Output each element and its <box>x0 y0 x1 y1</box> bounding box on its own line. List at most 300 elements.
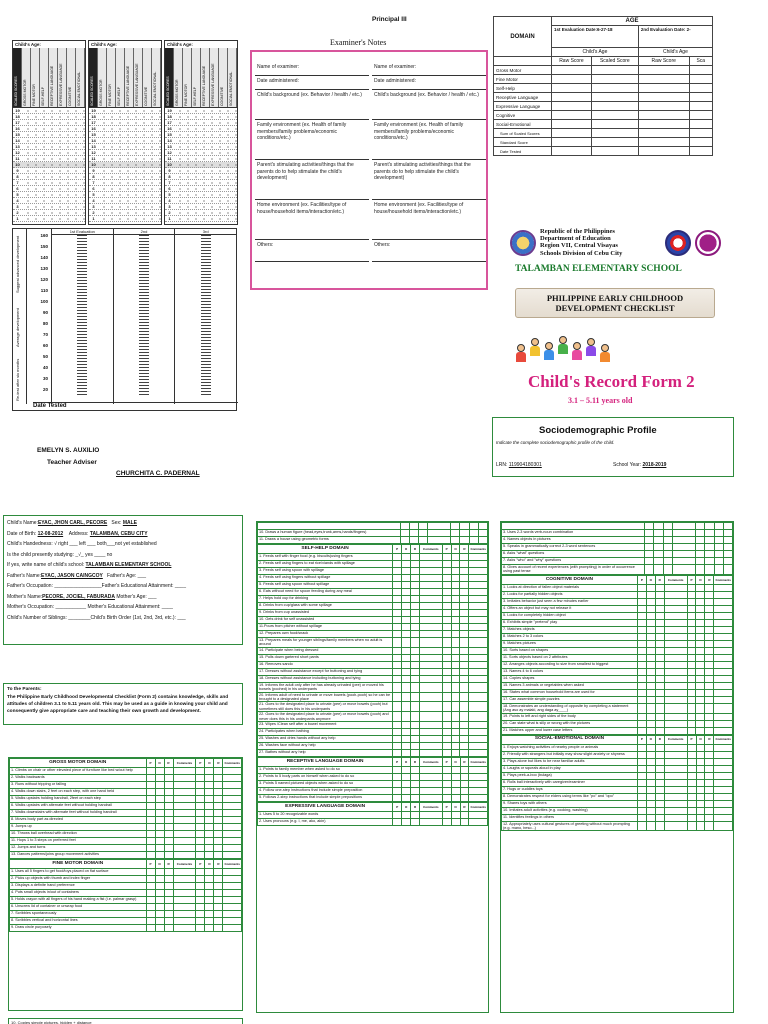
comment-cell[interactable] <box>714 668 733 675</box>
check-cell[interactable] <box>646 814 655 821</box>
check-cell[interactable] <box>696 727 705 734</box>
comment-cell[interactable] <box>173 918 196 925</box>
age-table-score-cell[interactable] <box>638 120 689 129</box>
check-cell[interactable] <box>655 793 664 800</box>
check-cell[interactable] <box>411 568 420 575</box>
check-cell[interactable] <box>164 852 173 859</box>
check-cell[interactable] <box>393 788 402 795</box>
comment-cell[interactable] <box>469 589 488 596</box>
comment-cell[interactable] <box>419 582 442 589</box>
check-cell[interactable] <box>655 814 664 821</box>
check-cell[interactable] <box>696 605 705 612</box>
age-table-score-cell[interactable] <box>638 102 689 111</box>
check-cell[interactable] <box>442 661 451 668</box>
check-cell[interactable] <box>214 789 223 796</box>
comment-cell[interactable] <box>173 845 196 852</box>
check-cell[interactable] <box>637 814 646 821</box>
age-table-score-cell[interactable] <box>638 147 689 156</box>
comment-cell[interactable] <box>469 743 488 750</box>
check-cell[interactable] <box>696 668 705 675</box>
comment-cell[interactable] <box>469 795 488 802</box>
check-cell[interactable] <box>705 696 714 703</box>
age-table-score-cell[interactable] <box>591 120 638 129</box>
check-cell[interactable] <box>646 696 655 703</box>
check-cell[interactable] <box>393 661 402 668</box>
age-table-score-cell[interactable] <box>552 84 592 93</box>
check-cell[interactable] <box>696 654 705 661</box>
notes-field[interactable]: Parent's stimulating activities/things that the parents do to help stimulate the child's development) <box>255 160 369 200</box>
check-cell[interactable] <box>655 703 664 713</box>
check-cell[interactable] <box>214 852 223 859</box>
check-cell[interactable] <box>196 890 205 897</box>
check-cell[interactable] <box>696 800 705 807</box>
comment-cell[interactable] <box>223 782 242 789</box>
comment-cell[interactable] <box>469 568 488 575</box>
comment-cell[interactable] <box>664 800 687 807</box>
check-cell[interactable] <box>402 610 411 617</box>
check-cell[interactable] <box>155 876 164 883</box>
check-cell[interactable] <box>393 722 402 729</box>
check-cell[interactable] <box>442 568 451 575</box>
check-cell[interactable] <box>705 675 714 682</box>
comment-cell[interactable] <box>223 876 242 883</box>
check-cell[interactable] <box>205 890 214 897</box>
comment-cell[interactable] <box>419 702 442 712</box>
check-cell[interactable] <box>460 661 469 668</box>
check-cell[interactable] <box>646 689 655 696</box>
check-cell[interactable] <box>696 626 705 633</box>
comment-cell[interactable] <box>469 675 488 682</box>
check-cell[interactable] <box>442 774 451 781</box>
comment-cell[interactable] <box>714 720 733 727</box>
check-cell[interactable] <box>714 537 723 544</box>
comment-cell[interactable] <box>469 603 488 610</box>
comment-cell[interactable] <box>173 789 196 796</box>
comment-cell[interactable] <box>664 647 687 654</box>
check-cell[interactable] <box>402 661 411 668</box>
check-cell[interactable] <box>451 582 460 589</box>
comment-cell[interactable] <box>469 610 488 617</box>
check-cell[interactable] <box>696 675 705 682</box>
check-cell[interactable] <box>637 800 646 807</box>
check-cell[interactable] <box>442 750 451 757</box>
check-cell[interactable] <box>646 612 655 619</box>
check-cell[interactable] <box>451 788 460 795</box>
check-cell[interactable] <box>451 647 460 654</box>
comment-cell[interactable] <box>223 768 242 775</box>
check-cell[interactable] <box>409 530 418 537</box>
age-table-score-cell[interactable] <box>552 129 592 138</box>
check-cell[interactable] <box>637 612 646 619</box>
comment-cell[interactable] <box>223 789 242 796</box>
comment-cell[interactable] <box>419 668 442 675</box>
check-cell[interactable] <box>451 537 460 544</box>
comment-cell[interactable] <box>173 852 196 859</box>
check-cell[interactable] <box>687 744 696 751</box>
check-cell[interactable] <box>705 633 714 640</box>
check-cell[interactable] <box>402 638 411 648</box>
check-cell[interactable] <box>637 758 646 765</box>
comment-cell[interactable] <box>469 736 488 743</box>
age-table-score-cell[interactable] <box>689 93 712 102</box>
notes-field[interactable]: Home environment (ex. Facilities/type of house/household items/interaction/etc.) <box>372 200 486 240</box>
check-cell[interactable] <box>460 750 469 757</box>
check-cell[interactable] <box>402 568 411 575</box>
check-cell[interactable] <box>696 689 705 696</box>
check-cell[interactable] <box>451 668 460 675</box>
check-cell[interactable] <box>393 554 402 561</box>
check-cell[interactable] <box>663 558 672 565</box>
check-cell[interactable] <box>196 904 205 911</box>
check-cell[interactable] <box>460 774 469 781</box>
comment-cell[interactable] <box>419 568 442 575</box>
comment-cell[interactable] <box>714 744 733 751</box>
check-cell[interactable] <box>411 788 420 795</box>
check-cell[interactable] <box>646 591 655 598</box>
comment-cell[interactable] <box>723 565 732 575</box>
check-cell[interactable] <box>214 803 223 810</box>
check-cell[interactable] <box>205 817 214 824</box>
check-cell[interactable] <box>411 767 420 774</box>
check-cell[interactable] <box>411 582 420 589</box>
check-cell[interactable] <box>402 561 411 568</box>
comment-cell[interactable] <box>223 918 242 925</box>
check-cell[interactable] <box>705 544 714 551</box>
check-cell[interactable] <box>687 727 696 734</box>
comment-cell[interactable] <box>223 838 242 845</box>
check-cell[interactable] <box>646 647 655 654</box>
comment-cell[interactable] <box>664 744 687 751</box>
check-cell[interactable] <box>214 824 223 831</box>
check-cell[interactable] <box>411 774 420 781</box>
check-cell[interactable] <box>451 589 460 596</box>
age-table-score-cell[interactable] <box>689 147 712 156</box>
notes-field[interactable]: Name of examiner: <box>372 62 486 76</box>
comment-cell[interactable] <box>223 869 242 876</box>
check-cell[interactable] <box>451 575 460 582</box>
check-cell[interactable] <box>196 845 205 852</box>
check-cell[interactable] <box>205 911 214 918</box>
check-cell[interactable] <box>663 530 672 537</box>
check-cell[interactable] <box>696 793 705 800</box>
check-cell[interactable] <box>409 537 418 544</box>
check-cell[interactable] <box>460 582 469 589</box>
check-cell[interactable] <box>196 789 205 796</box>
comment-cell[interactable] <box>664 591 687 598</box>
check-cell[interactable] <box>655 751 664 758</box>
check-cell[interactable] <box>393 812 402 819</box>
check-cell[interactable] <box>214 890 223 897</box>
comment-cell[interactable] <box>672 544 695 551</box>
check-cell[interactable] <box>646 800 655 807</box>
check-cell[interactable] <box>155 883 164 890</box>
comment-cell[interactable] <box>419 722 442 729</box>
comment-cell[interactable] <box>419 617 442 624</box>
check-cell[interactable] <box>164 925 173 932</box>
check-cell[interactable] <box>646 668 655 675</box>
check-cell[interactable] <box>637 727 646 734</box>
check-cell[interactable] <box>451 682 460 692</box>
check-cell[interactable] <box>419 537 428 544</box>
comment-cell[interactable] <box>714 605 733 612</box>
check-cell[interactable] <box>442 767 451 774</box>
comment-cell[interactable] <box>419 561 442 568</box>
check-cell[interactable] <box>645 558 654 565</box>
check-cell[interactable] <box>705 584 714 591</box>
check-cell[interactable] <box>654 544 663 551</box>
check-cell[interactable] <box>637 689 646 696</box>
check-cell[interactable] <box>460 575 469 582</box>
check-cell[interactable] <box>393 568 402 575</box>
check-cell[interactable] <box>442 575 451 582</box>
comment-cell[interactable] <box>173 831 196 838</box>
check-cell[interactable] <box>205 897 214 904</box>
check-cell[interactable] <box>645 530 654 537</box>
check-cell[interactable] <box>696 786 705 793</box>
check-cell[interactable] <box>705 689 714 696</box>
check-cell[interactable] <box>460 819 469 826</box>
check-cell[interactable] <box>402 575 411 582</box>
age-table-score-cell[interactable] <box>591 129 638 138</box>
check-cell[interactable] <box>451 530 460 537</box>
check-cell[interactable] <box>655 647 664 654</box>
check-cell[interactable] <box>714 558 723 565</box>
age-table-score-cell[interactable] <box>638 66 689 75</box>
check-cell[interactable] <box>214 796 223 803</box>
check-cell[interactable] <box>411 795 420 802</box>
check-cell[interactable] <box>155 904 164 911</box>
check-cell[interactable] <box>146 918 155 925</box>
check-cell[interactable] <box>196 810 205 817</box>
check-cell[interactable] <box>687 626 696 633</box>
check-cell[interactable] <box>442 596 451 603</box>
check-cell[interactable] <box>442 812 451 819</box>
comment-cell[interactable] <box>419 774 442 781</box>
check-cell[interactable] <box>393 675 402 682</box>
comment-cell[interactable] <box>714 682 733 689</box>
check-cell[interactable] <box>696 814 705 821</box>
comment-cell[interactable] <box>714 713 733 720</box>
check-cell[interactable] <box>687 751 696 758</box>
check-cell[interactable] <box>705 647 714 654</box>
check-cell[interactable] <box>451 624 460 631</box>
check-cell[interactable] <box>442 781 451 788</box>
check-cell[interactable] <box>442 589 451 596</box>
check-cell[interactable] <box>411 647 420 654</box>
check-cell[interactable] <box>214 831 223 838</box>
comment-cell[interactable] <box>714 689 733 696</box>
check-cell[interactable] <box>696 772 705 779</box>
check-cell[interactable] <box>196 775 205 782</box>
check-cell[interactable] <box>451 561 460 568</box>
check-cell[interactable] <box>442 561 451 568</box>
check-cell[interactable] <box>687 584 696 591</box>
check-cell[interactable] <box>460 795 469 802</box>
comment-cell[interactable] <box>714 661 733 668</box>
check-cell[interactable] <box>164 810 173 817</box>
comment-cell[interactable] <box>419 712 442 722</box>
check-cell[interactable] <box>637 807 646 814</box>
check-cell[interactable] <box>705 772 714 779</box>
check-cell[interactable] <box>696 551 705 558</box>
check-cell[interactable] <box>637 605 646 612</box>
check-cell[interactable] <box>155 869 164 876</box>
check-cell[interactable] <box>442 617 451 624</box>
check-cell[interactable] <box>214 817 223 824</box>
check-cell[interactable] <box>637 626 646 633</box>
comment-cell[interactable] <box>714 758 733 765</box>
check-cell[interactable] <box>205 869 214 876</box>
check-cell[interactable] <box>196 876 205 883</box>
age-table-score-cell[interactable] <box>591 75 638 84</box>
check-cell[interactable] <box>655 591 664 598</box>
check-cell[interactable] <box>164 890 173 897</box>
check-cell[interactable] <box>646 661 655 668</box>
comment-cell[interactable] <box>419 682 442 692</box>
check-cell[interactable] <box>164 789 173 796</box>
comment-cell[interactable] <box>173 869 196 876</box>
comment-cell[interactable] <box>664 772 687 779</box>
check-cell[interactable] <box>442 729 451 736</box>
check-cell[interactable] <box>655 584 664 591</box>
comment-cell[interactable] <box>672 551 695 558</box>
check-cell[interactable] <box>442 554 451 561</box>
comment-cell[interactable] <box>672 565 695 575</box>
check-cell[interactable] <box>655 668 664 675</box>
check-cell[interactable] <box>214 782 223 789</box>
age-table-score-cell[interactable] <box>689 111 712 120</box>
age-table-score-cell[interactable] <box>552 93 592 102</box>
comment-cell[interactable] <box>714 772 733 779</box>
comment-cell[interactable] <box>173 817 196 824</box>
comment-cell[interactable] <box>173 897 196 904</box>
check-cell[interactable] <box>155 796 164 803</box>
check-cell[interactable] <box>687 758 696 765</box>
check-cell[interactable] <box>411 596 420 603</box>
check-cell[interactable] <box>663 551 672 558</box>
comment-cell[interactable] <box>419 729 442 736</box>
age-table-score-cell[interactable] <box>689 66 712 75</box>
comment-cell[interactable] <box>223 911 242 918</box>
check-cell[interactable] <box>451 617 460 624</box>
check-cell[interactable] <box>393 774 402 781</box>
check-cell[interactable] <box>637 713 646 720</box>
check-cell[interactable] <box>687 779 696 786</box>
comment-cell[interactable] <box>714 612 733 619</box>
check-cell[interactable] <box>637 675 646 682</box>
check-cell[interactable] <box>146 890 155 897</box>
check-cell[interactable] <box>687 661 696 668</box>
comment-cell[interactable] <box>664 779 687 786</box>
check-cell[interactable] <box>687 814 696 821</box>
check-cell[interactable] <box>411 743 420 750</box>
check-cell[interactable] <box>696 696 705 703</box>
check-cell[interactable] <box>469 537 478 544</box>
check-cell[interactable] <box>196 782 205 789</box>
check-cell[interactable] <box>442 610 451 617</box>
check-cell[interactable] <box>155 845 164 852</box>
check-cell[interactable] <box>393 617 402 624</box>
check-cell[interactable] <box>214 768 223 775</box>
comment-cell[interactable] <box>223 852 242 859</box>
check-cell[interactable] <box>393 624 402 631</box>
check-cell[interactable] <box>655 720 664 727</box>
check-cell[interactable] <box>214 904 223 911</box>
check-cell[interactable] <box>705 713 714 720</box>
check-cell[interactable] <box>196 831 205 838</box>
check-cell[interactable] <box>696 703 705 713</box>
check-cell[interactable] <box>646 675 655 682</box>
age-table-score-cell[interactable] <box>638 138 689 147</box>
notes-field[interactable]: Child's background (ex. Behavior / health / etc.) <box>255 90 369 120</box>
check-cell[interactable] <box>442 743 451 750</box>
check-cell[interactable] <box>393 712 402 722</box>
check-cell[interactable] <box>155 775 164 782</box>
notes-field[interactable]: Family environment (ex. Health of family members/family problems/economic conditions/etc.) <box>372 120 486 160</box>
check-cell[interactable] <box>205 768 214 775</box>
check-cell[interactable] <box>442 631 451 638</box>
comment-cell[interactable] <box>664 661 687 668</box>
check-cell[interactable] <box>155 803 164 810</box>
check-cell[interactable] <box>164 897 173 904</box>
check-cell[interactable] <box>655 696 664 703</box>
comment-cell[interactable] <box>419 743 442 750</box>
check-cell[interactable] <box>646 779 655 786</box>
comment-cell[interactable] <box>173 904 196 911</box>
check-cell[interactable] <box>164 824 173 831</box>
age-table-score-cell[interactable] <box>591 84 638 93</box>
comment-cell[interactable] <box>714 751 733 758</box>
check-cell[interactable] <box>205 845 214 852</box>
notes-field[interactable]: Others: <box>372 240 486 262</box>
check-cell[interactable] <box>663 544 672 551</box>
check-cell[interactable] <box>637 661 646 668</box>
check-cell[interactable] <box>146 869 155 876</box>
check-cell[interactable] <box>402 596 411 603</box>
notes-field[interactable]: Parent's stimulating activities/things that the parents do to help stimulate the child's development) <box>372 160 486 200</box>
check-cell[interactable] <box>411 617 420 624</box>
check-cell[interactable] <box>214 897 223 904</box>
comment-cell[interactable] <box>419 624 442 631</box>
check-cell[interactable] <box>460 712 469 722</box>
check-cell[interactable] <box>146 817 155 824</box>
check-cell[interactable] <box>646 727 655 734</box>
check-cell[interactable] <box>402 819 411 826</box>
comment-cell[interactable] <box>173 838 196 845</box>
check-cell[interactable] <box>460 638 469 648</box>
check-cell[interactable] <box>451 610 460 617</box>
comment-cell[interactable] <box>469 788 488 795</box>
check-cell[interactable] <box>442 722 451 729</box>
check-cell[interactable] <box>655 626 664 633</box>
check-cell[interactable] <box>451 743 460 750</box>
check-cell[interactable] <box>442 682 451 692</box>
check-cell[interactable] <box>646 654 655 661</box>
comment-cell[interactable] <box>714 598 733 605</box>
check-cell[interactable] <box>411 624 420 631</box>
comment-cell[interactable] <box>714 703 733 713</box>
check-cell[interactable] <box>696 744 705 751</box>
check-cell[interactable] <box>687 619 696 626</box>
check-cell[interactable] <box>393 819 402 826</box>
comment-cell[interactable] <box>664 633 687 640</box>
check-cell[interactable] <box>655 675 664 682</box>
check-cell[interactable] <box>411 631 420 638</box>
check-cell[interactable] <box>654 558 663 565</box>
comment-cell[interactable] <box>714 800 733 807</box>
check-cell[interactable] <box>402 788 411 795</box>
check-cell[interactable] <box>460 610 469 617</box>
